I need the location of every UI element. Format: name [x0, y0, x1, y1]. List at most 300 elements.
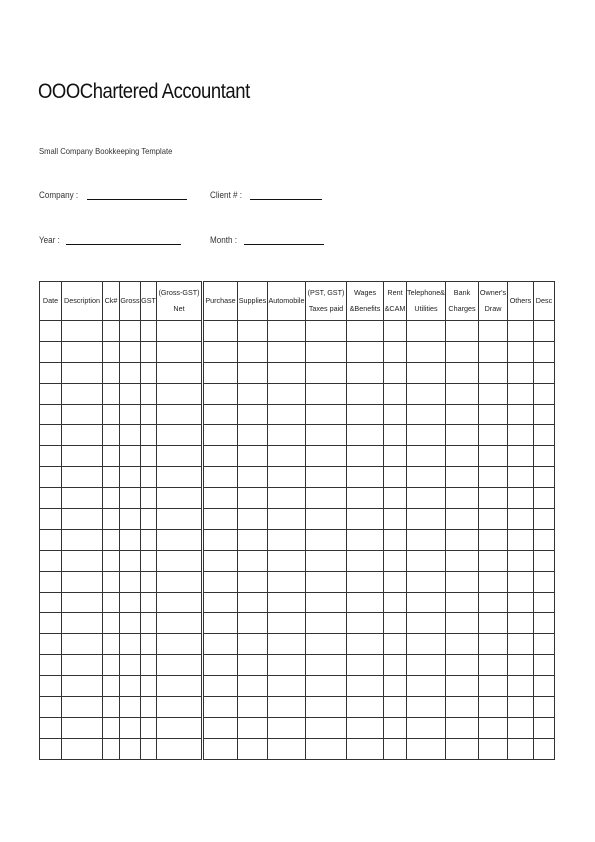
table-cell[interactable]: [407, 488, 446, 509]
table-cell[interactable]: [62, 592, 103, 613]
table-cell[interactable]: [40, 321, 62, 342]
table-cell[interactable]: [40, 362, 62, 383]
table-cell[interactable]: [534, 467, 555, 488]
table-cell[interactable]: [62, 467, 103, 488]
table-cell[interactable]: [268, 676, 306, 697]
table-cell[interactable]: [508, 634, 534, 655]
table-cell[interactable]: [62, 362, 103, 383]
table-cell[interactable]: [268, 655, 306, 676]
table-cell[interactable]: [446, 383, 479, 404]
table-cell[interactable]: [238, 341, 268, 362]
table-cell[interactable]: [141, 488, 157, 509]
table-cell[interactable]: [479, 550, 508, 571]
table-cell[interactable]: [120, 676, 141, 697]
table-cell[interactable]: [347, 592, 384, 613]
table-cell[interactable]: [120, 509, 141, 530]
table-cell[interactable]: [534, 634, 555, 655]
table-cell[interactable]: [446, 446, 479, 467]
table-cell[interactable]: [238, 550, 268, 571]
table-cell[interactable]: [203, 550, 238, 571]
table-cell[interactable]: [384, 738, 407, 759]
table-cell[interactable]: [157, 425, 203, 446]
table-cell[interactable]: [508, 697, 534, 718]
table-cell[interactable]: [157, 676, 203, 697]
table-cell[interactable]: [203, 488, 238, 509]
table-cell[interactable]: [103, 529, 120, 550]
table-cell[interactable]: [203, 341, 238, 362]
table-cell[interactable]: [120, 383, 141, 404]
table-cell[interactable]: [384, 488, 407, 509]
table-cell[interactable]: [508, 446, 534, 467]
table-cell[interactable]: [120, 404, 141, 425]
table-cell[interactable]: [407, 634, 446, 655]
table-cell[interactable]: [203, 676, 238, 697]
table-cell[interactable]: [508, 592, 534, 613]
table-cell[interactable]: [508, 509, 534, 530]
table-cell[interactable]: [508, 341, 534, 362]
table-cell[interactable]: [347, 571, 384, 592]
table-cell[interactable]: [479, 676, 508, 697]
table-cell[interactable]: [157, 321, 203, 342]
table-cell[interactable]: [306, 738, 347, 759]
table-cell[interactable]: [203, 321, 238, 342]
table-cell[interactable]: [347, 488, 384, 509]
table-cell[interactable]: [446, 467, 479, 488]
table-cell[interactable]: [306, 362, 347, 383]
table-cell[interactable]: [446, 425, 479, 446]
table-cell[interactable]: [120, 592, 141, 613]
table-cell[interactable]: [446, 529, 479, 550]
table-cell[interactable]: [62, 613, 103, 634]
table-cell[interactable]: [534, 738, 555, 759]
table-cell[interactable]: [407, 697, 446, 718]
table-cell[interactable]: [407, 341, 446, 362]
table-cell[interactable]: [62, 676, 103, 697]
table-cell[interactable]: [141, 592, 157, 613]
table-cell[interactable]: [103, 488, 120, 509]
table-cell[interactable]: [268, 697, 306, 718]
table-cell[interactable]: [141, 717, 157, 738]
table-cell[interactable]: [534, 676, 555, 697]
table-cell[interactable]: [347, 655, 384, 676]
table-cell[interactable]: [306, 509, 347, 530]
table-cell[interactable]: [479, 697, 508, 718]
table-cell[interactable]: [238, 509, 268, 530]
table-cell[interactable]: [141, 362, 157, 383]
table-cell[interactable]: [479, 613, 508, 634]
table-cell[interactable]: [103, 592, 120, 613]
table-cell[interactable]: [479, 717, 508, 738]
table-cell[interactable]: [238, 404, 268, 425]
table-cell[interactable]: [141, 655, 157, 676]
table-cell[interactable]: [268, 509, 306, 530]
table-cell[interactable]: [157, 738, 203, 759]
table-cell[interactable]: [407, 613, 446, 634]
table-cell[interactable]: [384, 404, 407, 425]
table-cell[interactable]: [479, 529, 508, 550]
table-cell[interactable]: [268, 404, 306, 425]
table-cell[interactable]: [384, 362, 407, 383]
table-cell[interactable]: [120, 717, 141, 738]
table-cell[interactable]: [120, 571, 141, 592]
table-cell[interactable]: [62, 404, 103, 425]
table-cell[interactable]: [407, 446, 446, 467]
year-field[interactable]: [39, 235, 181, 245]
table-cell[interactable]: [62, 571, 103, 592]
table-cell[interactable]: [534, 404, 555, 425]
table-cell[interactable]: [203, 655, 238, 676]
table-cell[interactable]: [384, 634, 407, 655]
table-cell[interactable]: [479, 571, 508, 592]
table-cell[interactable]: [40, 509, 62, 530]
table-cell[interactable]: [157, 697, 203, 718]
table-cell[interactable]: [306, 634, 347, 655]
table-cell[interactable]: [347, 383, 384, 404]
table-cell[interactable]: [347, 738, 384, 759]
table-cell[interactable]: [384, 550, 407, 571]
table-cell[interactable]: [446, 738, 479, 759]
table-cell[interactable]: [347, 425, 384, 446]
table-cell[interactable]: [534, 592, 555, 613]
table-cell[interactable]: [384, 717, 407, 738]
table-cell[interactable]: [40, 655, 62, 676]
table-cell[interactable]: [508, 488, 534, 509]
table-cell[interactable]: [103, 655, 120, 676]
table-cell[interactable]: [103, 717, 120, 738]
table-cell[interactable]: [534, 613, 555, 634]
table-cell[interactable]: [157, 404, 203, 425]
table-cell[interactable]: [384, 676, 407, 697]
table-cell[interactable]: [141, 404, 157, 425]
table-cell[interactable]: [446, 676, 479, 697]
table-cell[interactable]: [508, 321, 534, 342]
table-cell[interactable]: [103, 321, 120, 342]
table-cell[interactable]: [508, 571, 534, 592]
table-cell[interactable]: [384, 425, 407, 446]
table-cell[interactable]: [347, 634, 384, 655]
table-cell[interactable]: [479, 362, 508, 383]
table-cell[interactable]: [120, 697, 141, 718]
table-cell[interactable]: [120, 362, 141, 383]
table-cell[interactable]: [203, 509, 238, 530]
table-cell[interactable]: [238, 383, 268, 404]
table-cell[interactable]: [62, 321, 103, 342]
table-cell[interactable]: [446, 592, 479, 613]
table-cell[interactable]: [203, 383, 238, 404]
table-cell[interactable]: [479, 738, 508, 759]
table-cell[interactable]: [534, 697, 555, 718]
table-cell[interactable]: [120, 488, 141, 509]
table-cell[interactable]: [268, 529, 306, 550]
table-cell[interactable]: [40, 676, 62, 697]
table-cell[interactable]: [384, 592, 407, 613]
table-cell[interactable]: [384, 697, 407, 718]
table-cell[interactable]: [306, 488, 347, 509]
table-cell[interactable]: [238, 425, 268, 446]
table-cell[interactable]: [384, 509, 407, 530]
table-cell[interactable]: [157, 655, 203, 676]
table-cell[interactable]: [479, 321, 508, 342]
table-cell[interactable]: [479, 341, 508, 362]
table-cell[interactable]: [141, 446, 157, 467]
table-cell[interactable]: [40, 488, 62, 509]
table-cell[interactable]: [407, 592, 446, 613]
table-cell[interactable]: [508, 717, 534, 738]
table-cell[interactable]: [203, 738, 238, 759]
table-cell[interactable]: [534, 550, 555, 571]
table-cell[interactable]: [120, 655, 141, 676]
table-cell[interactable]: [40, 550, 62, 571]
table-cell[interactable]: [306, 550, 347, 571]
table-cell[interactable]: [157, 529, 203, 550]
table-cell[interactable]: [238, 634, 268, 655]
table-cell[interactable]: [534, 655, 555, 676]
table-cell[interactable]: [508, 738, 534, 759]
table-cell[interactable]: [306, 697, 347, 718]
table-cell[interactable]: [407, 738, 446, 759]
table-cell[interactable]: [157, 446, 203, 467]
table-cell[interactable]: [479, 509, 508, 530]
table-cell[interactable]: [479, 383, 508, 404]
table-cell[interactable]: [534, 571, 555, 592]
table-cell[interactable]: [479, 404, 508, 425]
table-cell[interactable]: [203, 697, 238, 718]
table-cell[interactable]: [120, 467, 141, 488]
table-cell[interactable]: [40, 697, 62, 718]
table-cell[interactable]: [203, 362, 238, 383]
table-cell[interactable]: [407, 529, 446, 550]
table-cell[interactable]: [40, 571, 62, 592]
table-cell[interactable]: [407, 655, 446, 676]
table-cell[interactable]: [347, 613, 384, 634]
table-cell[interactable]: [238, 362, 268, 383]
table-cell[interactable]: [508, 655, 534, 676]
table-cell[interactable]: [157, 592, 203, 613]
table-cell[interactable]: [446, 717, 479, 738]
table-cell[interactable]: [479, 425, 508, 446]
table-cell[interactable]: [103, 509, 120, 530]
table-cell[interactable]: [203, 404, 238, 425]
table-cell[interactable]: [157, 467, 203, 488]
table-cell[interactable]: [203, 425, 238, 446]
table-cell[interactable]: [407, 467, 446, 488]
table-cell[interactable]: [40, 634, 62, 655]
table-cell[interactable]: [62, 383, 103, 404]
table-cell[interactable]: [407, 404, 446, 425]
table-cell[interactable]: [268, 321, 306, 342]
table-cell[interactable]: [141, 529, 157, 550]
table-cell[interactable]: [407, 717, 446, 738]
table-cell[interactable]: [238, 488, 268, 509]
table-cell[interactable]: [268, 717, 306, 738]
table-cell[interactable]: [306, 404, 347, 425]
table-cell[interactable]: [446, 488, 479, 509]
table-cell[interactable]: [120, 550, 141, 571]
table-cell[interactable]: [306, 383, 347, 404]
table-cell[interactable]: [407, 571, 446, 592]
table-cell[interactable]: [407, 383, 446, 404]
table-cell[interactable]: [103, 404, 120, 425]
table-cell[interactable]: [268, 634, 306, 655]
table-cell[interactable]: [508, 467, 534, 488]
table-cell[interactable]: [157, 634, 203, 655]
table-cell[interactable]: [268, 341, 306, 362]
table-cell[interactable]: [384, 571, 407, 592]
table-cell[interactable]: [347, 404, 384, 425]
table-cell[interactable]: [479, 592, 508, 613]
table-cell[interactable]: [203, 529, 238, 550]
table-cell[interactable]: [479, 634, 508, 655]
table-cell[interactable]: [306, 571, 347, 592]
table-cell[interactable]: [306, 592, 347, 613]
table-cell[interactable]: [306, 321, 347, 342]
table-cell[interactable]: [103, 467, 120, 488]
table-cell[interactable]: [268, 738, 306, 759]
table-cell[interactable]: [40, 717, 62, 738]
table-cell[interactable]: [534, 362, 555, 383]
table-cell[interactable]: [238, 446, 268, 467]
table-cell[interactable]: [157, 383, 203, 404]
table-cell[interactable]: [40, 404, 62, 425]
table-cell[interactable]: [62, 341, 103, 362]
table-cell[interactable]: [384, 529, 407, 550]
company-field[interactable]: [39, 190, 187, 200]
table-cell[interactable]: [103, 634, 120, 655]
table-cell[interactable]: [238, 592, 268, 613]
table-cell[interactable]: [508, 404, 534, 425]
table-cell[interactable]: [268, 613, 306, 634]
table-cell[interactable]: [347, 550, 384, 571]
table-cell[interactable]: [238, 321, 268, 342]
table-cell[interactable]: [384, 383, 407, 404]
table-cell[interactable]: [306, 655, 347, 676]
table-cell[interactable]: [62, 634, 103, 655]
table-cell[interactable]: [446, 341, 479, 362]
table-cell[interactable]: [508, 383, 534, 404]
table-cell[interactable]: [103, 676, 120, 697]
table-cell[interactable]: [120, 529, 141, 550]
table-cell[interactable]: [238, 571, 268, 592]
table-cell[interactable]: [157, 571, 203, 592]
table-cell[interactable]: [446, 321, 479, 342]
table-cell[interactable]: [306, 717, 347, 738]
table-cell[interactable]: [141, 613, 157, 634]
table-cell[interactable]: [40, 425, 62, 446]
table-cell[interactable]: [347, 341, 384, 362]
table-cell[interactable]: [141, 571, 157, 592]
table-cell[interactable]: [446, 634, 479, 655]
table-cell[interactable]: [141, 738, 157, 759]
table-cell[interactable]: [268, 550, 306, 571]
table-cell[interactable]: [103, 613, 120, 634]
table-cell[interactable]: [62, 717, 103, 738]
table-cell[interactable]: [203, 467, 238, 488]
table-cell[interactable]: [306, 529, 347, 550]
table-cell[interactable]: [157, 509, 203, 530]
table-cell[interactable]: [347, 529, 384, 550]
table-cell[interactable]: [120, 446, 141, 467]
table-cell[interactable]: [479, 446, 508, 467]
table-cell[interactable]: [203, 571, 238, 592]
table-cell[interactable]: [120, 738, 141, 759]
table-cell[interactable]: [306, 467, 347, 488]
table-cell[interactable]: [103, 362, 120, 383]
table-cell[interactable]: [120, 425, 141, 446]
table-cell[interactable]: [40, 738, 62, 759]
table-cell[interactable]: [120, 321, 141, 342]
table-cell[interactable]: [238, 676, 268, 697]
table-cell[interactable]: [62, 655, 103, 676]
table-cell[interactable]: [268, 383, 306, 404]
table-cell[interactable]: [407, 550, 446, 571]
table-cell[interactable]: [103, 738, 120, 759]
table-cell[interactable]: [268, 488, 306, 509]
table-cell[interactable]: [446, 362, 479, 383]
table-cell[interactable]: [157, 717, 203, 738]
table-cell[interactable]: [384, 655, 407, 676]
table-cell[interactable]: [446, 655, 479, 676]
table-cell[interactable]: [306, 676, 347, 697]
table-cell[interactable]: [446, 404, 479, 425]
table-cell[interactable]: [141, 676, 157, 697]
table-cell[interactable]: [40, 383, 62, 404]
table-cell[interactable]: [238, 655, 268, 676]
table-cell[interactable]: [203, 717, 238, 738]
table-cell[interactable]: [534, 488, 555, 509]
table-cell[interactable]: [384, 321, 407, 342]
table-cell[interactable]: [268, 425, 306, 446]
table-cell[interactable]: [62, 425, 103, 446]
table-cell[interactable]: [103, 425, 120, 446]
table-cell[interactable]: [62, 446, 103, 467]
table-cell[interactable]: [103, 383, 120, 404]
table-cell[interactable]: [40, 613, 62, 634]
table-cell[interactable]: [534, 383, 555, 404]
table-cell[interactable]: [203, 634, 238, 655]
table-cell[interactable]: [268, 362, 306, 383]
table-cell[interactable]: [103, 571, 120, 592]
table-cell[interactable]: [120, 341, 141, 362]
table-cell[interactable]: [347, 697, 384, 718]
table-cell[interactable]: [40, 341, 62, 362]
table-cell[interactable]: [238, 467, 268, 488]
table-cell[interactable]: [157, 613, 203, 634]
table-cell[interactable]: [103, 446, 120, 467]
client-number-field[interactable]: [210, 190, 322, 200]
table-cell[interactable]: [62, 697, 103, 718]
table-cell[interactable]: [407, 425, 446, 446]
table-cell[interactable]: [157, 550, 203, 571]
table-cell[interactable]: [268, 446, 306, 467]
table-cell[interactable]: [62, 550, 103, 571]
table-cell[interactable]: [120, 634, 141, 655]
table-cell[interactable]: [407, 362, 446, 383]
table-cell[interactable]: [347, 509, 384, 530]
table-cell[interactable]: [479, 488, 508, 509]
table-cell[interactable]: [508, 676, 534, 697]
table-cell[interactable]: [306, 341, 347, 362]
table-cell[interactable]: [508, 613, 534, 634]
table-cell[interactable]: [306, 425, 347, 446]
table-cell[interactable]: [508, 362, 534, 383]
table-cell[interactable]: [534, 341, 555, 362]
table-cell[interactable]: [103, 697, 120, 718]
table-cell[interactable]: [141, 467, 157, 488]
table-cell[interactable]: [446, 509, 479, 530]
month-field[interactable]: [210, 235, 324, 245]
table-cell[interactable]: [141, 321, 157, 342]
table-cell[interactable]: [479, 467, 508, 488]
